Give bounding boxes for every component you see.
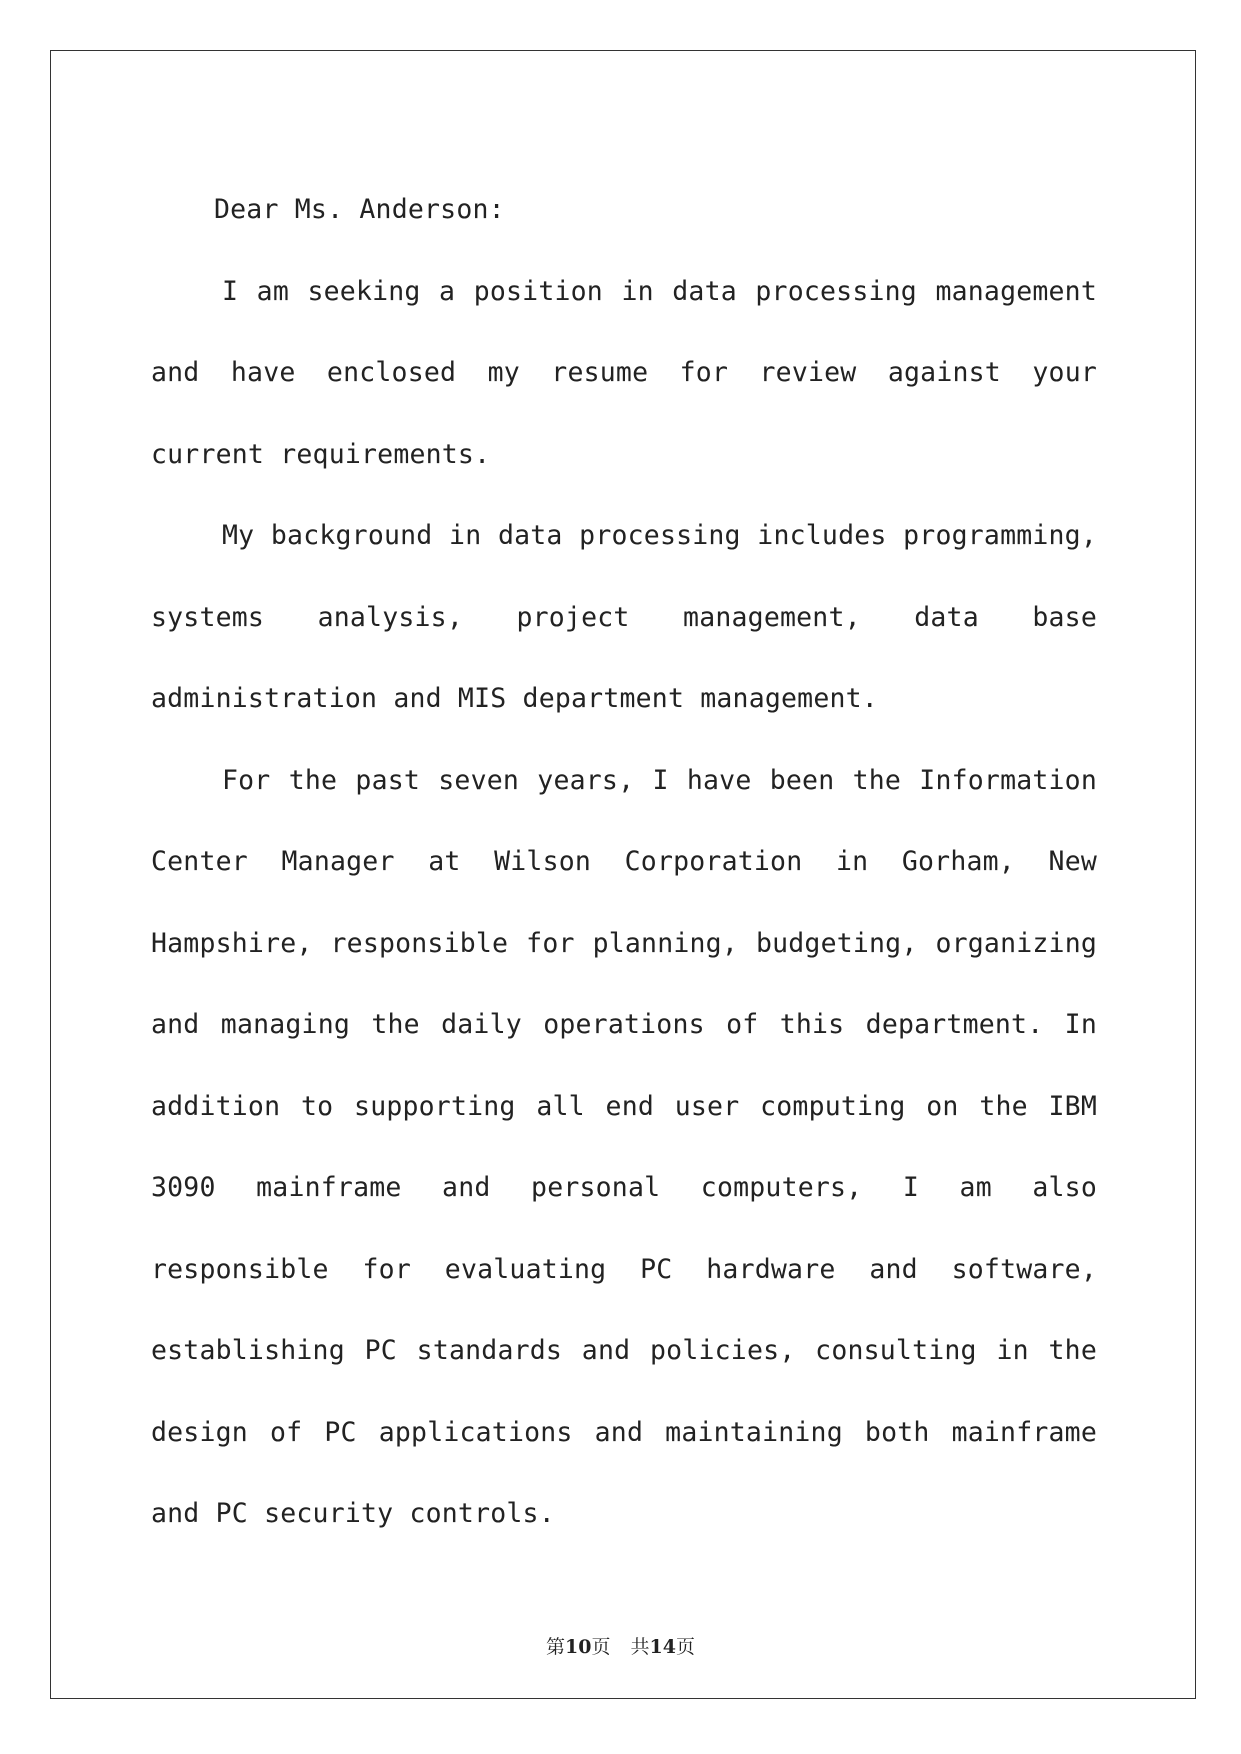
paragraph-background: My background in data processing includes programming, systems analysis, project management, data base administration and MIS department management. [151,520,1097,714]
salutation: Dear Ms. Anderson: [214,194,505,225]
page-suffix: 页 [591,1636,611,1658]
total-suffix: 页 [675,1636,695,1658]
total-page-count: 14 [649,1636,676,1658]
page-prefix: 第 [546,1636,566,1658]
paragraph-intro: I am seeking a position in data processing management and have enclosed my resume for review against your current requirements. [151,275,1097,470]
total-prefix: 共 [630,1636,650,1658]
current-page-number: 10 [565,1636,592,1658]
letter-body [151,169,1097,1555]
page-number-footer [0,1632,1241,1659]
paragraph-experience: For the past seven years, I have been the Information Center Manager at Wilson Corporation in Gorham, New Hampshire, responsible for planning, budgeting, organizing and managing the daily operations of this department. In addition to supporting all end user computing on the IBM 3090 mainframe and personal computers, I am also responsible for evaluating PC hardware and software, establishing PC standards and policies, consulting in the design of PC applications and maintaining both mainframe and PC security controls. [151,764,1097,1529]
